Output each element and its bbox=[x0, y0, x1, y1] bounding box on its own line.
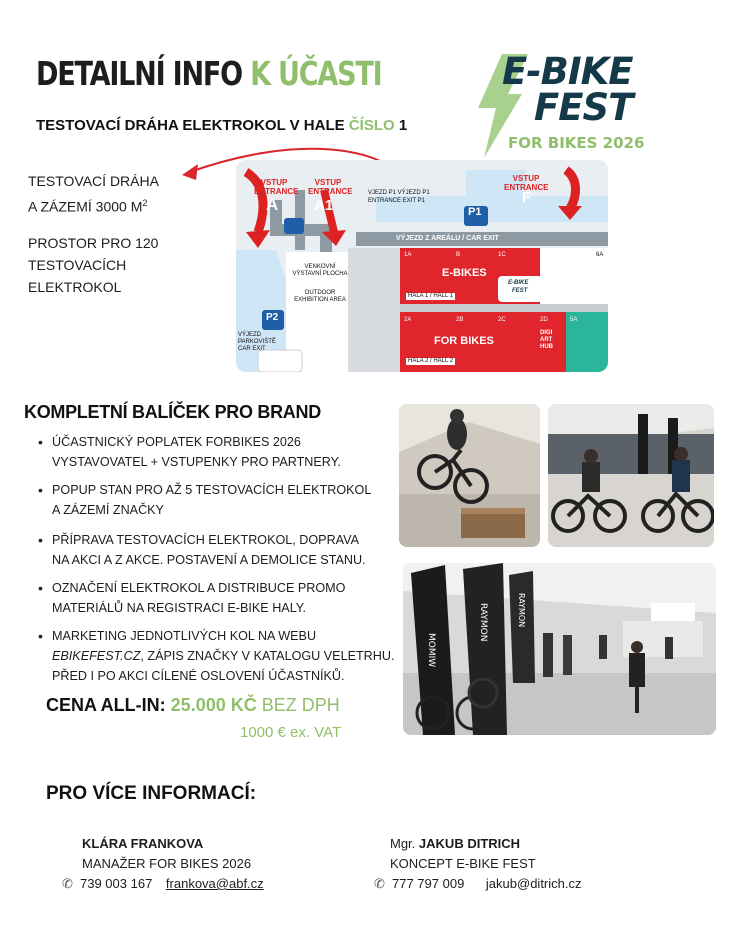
map-digi: DIGI ART HUB bbox=[540, 330, 553, 350]
bullet-line: A ZÁZEMÍ ZNAČKY bbox=[52, 503, 164, 517]
map-forbikes-zone: FOR BIKES bbox=[434, 335, 494, 347]
list-item bbox=[38, 578, 400, 618]
map-code-2a: 2A bbox=[404, 317, 412, 323]
banner-right-text: RAYMON bbox=[517, 593, 526, 628]
banner-mid-text: RAYMON bbox=[478, 603, 488, 642]
bullet-line: OZNAČENÍ ELEKTROKOL A DISTRIBUCE PROMO bbox=[52, 581, 346, 595]
bullet-line: VYSTAVOVATEL + VSTUPENKY PRO PARTNERY. bbox=[52, 455, 341, 469]
map-p1: P1 bbox=[468, 206, 482, 218]
map-code-2c: 2C bbox=[498, 317, 506, 323]
bullet-line: PŘED I PO AKCI CÍLENÉ OSLOVENÍ ÚČASTNÍKŮ. bbox=[52, 669, 345, 683]
map-code-1c: 1C bbox=[498, 252, 506, 258]
contact-name: KLÁRA FRANKOVA bbox=[82, 836, 204, 851]
price-label: CENA ALL-IN: bbox=[46, 695, 166, 715]
bullet-line: MATERIÁLŮ NA REGISTRACI E-BIKE HALY. bbox=[52, 601, 307, 615]
map-hall2: HALA 2 / HALL 2 bbox=[408, 358, 454, 364]
contact-frankova bbox=[62, 834, 264, 894]
track-sup: 2 bbox=[142, 198, 148, 208]
list-item bbox=[38, 626, 400, 686]
map-outdoor-cz: VENKOVNÍ VÝSTAVNÍ PLOCHA bbox=[292, 264, 348, 277]
bullet-line: NA AKCI A Z AKCE. POSTAVENÍ A DEMOLICE STANU. bbox=[52, 553, 366, 567]
logo-line2: FEST bbox=[534, 86, 633, 129]
price-tax: BEZ DPH bbox=[261, 695, 340, 715]
map-entrance-a: A bbox=[266, 195, 279, 214]
page-title bbox=[36, 54, 381, 93]
map-code-1a: 1A bbox=[404, 252, 412, 258]
contact-email[interactable]: jakub@ditrich.cz bbox=[485, 876, 582, 891]
list-item bbox=[38, 480, 400, 520]
bullet-line: PŘÍPRAVA TESTOVACÍCH ELEKTROKOL, DOPRAVA bbox=[52, 533, 359, 547]
track-line1: TESTOVACÍ DRÁHA bbox=[28, 173, 159, 189]
space-line2: TESTOVACÍCH bbox=[28, 256, 127, 273]
bullet-line: POPUP STAN PRO AŽ 5 TESTOVACÍCH ELEKTROKOL bbox=[52, 483, 372, 497]
subtitle-part1: TESTOVACÍ DRÁHA ELEKTROKOL V HALE bbox=[36, 117, 345, 134]
contact-role: MANAŽER FOR BIKES 2026 bbox=[82, 856, 252, 871]
photo-riders bbox=[548, 404, 714, 547]
map-p2: P2 bbox=[266, 312, 279, 323]
website-link-text: EBIKEFEST.CZ bbox=[52, 649, 141, 663]
map-p1-entry2: ENTRANCE EXIT P1 bbox=[368, 198, 425, 204]
price-line bbox=[46, 695, 340, 716]
contact-email[interactable]: frankova@abf.cz bbox=[165, 876, 264, 891]
map-parking-exit: VÝJEZD PARKOVIŠTĚ CAR EXIT bbox=[238, 332, 276, 352]
map-entrance-a1-label: VSTUP ENTRANCE bbox=[308, 178, 353, 196]
map-exit-road: VÝJEZD Z AREÁLU / CAR EXIT bbox=[396, 235, 499, 242]
track-size-text bbox=[28, 170, 159, 218]
brand-package-title: KOMPLETNÍ BALÍČEK PRO BRAND bbox=[24, 402, 321, 422]
contact-name: JAKUB DITRICH bbox=[418, 836, 521, 851]
map-code-2b: 2B bbox=[456, 317, 464, 323]
space-line1: PROSTOR PRO 120 bbox=[28, 234, 159, 251]
subtitle-part3: 1 bbox=[398, 117, 408, 134]
contact-ditrich bbox=[374, 834, 582, 894]
map-entrance-a1: A1 bbox=[314, 197, 334, 214]
photo-hall bbox=[403, 563, 716, 735]
logo-line3: FOR BIKES 2026 bbox=[508, 134, 645, 152]
map-code-2d: 2D bbox=[540, 317, 548, 323]
map-mini-logo-l2: FEST bbox=[512, 288, 528, 294]
contact-phone[interactable]: 739 003 167 bbox=[80, 876, 153, 891]
logo-line1: E-BIKE bbox=[502, 50, 633, 93]
phone-icon: ✆ bbox=[374, 876, 385, 891]
space-line3: ELEKTROKOL bbox=[28, 278, 122, 295]
page-subtitle bbox=[36, 117, 407, 134]
list-item bbox=[38, 432, 400, 472]
price-value: 25.000 KČ bbox=[170, 695, 257, 715]
track-line2: A ZÁZEMÍ 3000 M bbox=[28, 198, 143, 215]
map-p1-entry: VJEZD P1 VÝJEZD P1 bbox=[368, 190, 430, 196]
map-ebikes-zone: E-BIKES bbox=[442, 267, 487, 279]
title-part2: K ÚČASTI bbox=[250, 54, 382, 93]
map-code-5a: 5A bbox=[570, 317, 578, 323]
map-entrance-f-label: VSTUP ENTRANCE bbox=[504, 174, 549, 192]
price-eur: 1000 € ex. VAT bbox=[240, 724, 342, 741]
map-hall1: HALA 1 / HALL 1 bbox=[408, 293, 454, 299]
contact-phone[interactable]: 777 797 009 bbox=[392, 876, 465, 891]
banner-left-text: MOMIW bbox=[426, 633, 436, 668]
map-code-b: B bbox=[456, 252, 461, 258]
contact-prefix: Mgr. bbox=[390, 836, 416, 851]
contact-role: KONCEPT E-BIKE FEST bbox=[390, 856, 536, 871]
map-outdoor-en: OUTDOOR EXHIBITION AREA bbox=[294, 290, 346, 303]
map-code-6a: 6A bbox=[596, 252, 604, 258]
brand-package-list bbox=[38, 432, 400, 694]
photo-jump bbox=[399, 404, 540, 547]
title-part1: DETAILNÍ INFO bbox=[36, 54, 242, 93]
venue-map bbox=[236, 160, 608, 372]
track-info bbox=[28, 170, 159, 312]
bullet-line: MARKETING JEDNOTLIVÝCH KOL NA WEBU bbox=[52, 629, 317, 643]
subtitle-part2: ČÍSLO bbox=[348, 117, 395, 134]
contacts-title: PRO VÍCE INFORMACÍ: bbox=[46, 783, 257, 804]
ebike-fest-logo bbox=[472, 50, 672, 160]
bullet-line: ÚČASTNICKÝ POPLATEK FORBIKES 2026 bbox=[52, 435, 301, 449]
map-entrance-a-label: VSTUP ENTRANCE bbox=[254, 178, 299, 196]
map-mini-logo-l1: E-BIKE bbox=[508, 280, 529, 286]
list-item bbox=[38, 530, 400, 570]
phone-icon: ✆ bbox=[62, 876, 73, 891]
bike-capacity-text bbox=[28, 232, 159, 298]
map-entrance-f: F bbox=[522, 189, 532, 206]
bullet-line: , ZÁPIS ZNAČKY V KATALOGU VELETRHU. bbox=[140, 649, 395, 663]
